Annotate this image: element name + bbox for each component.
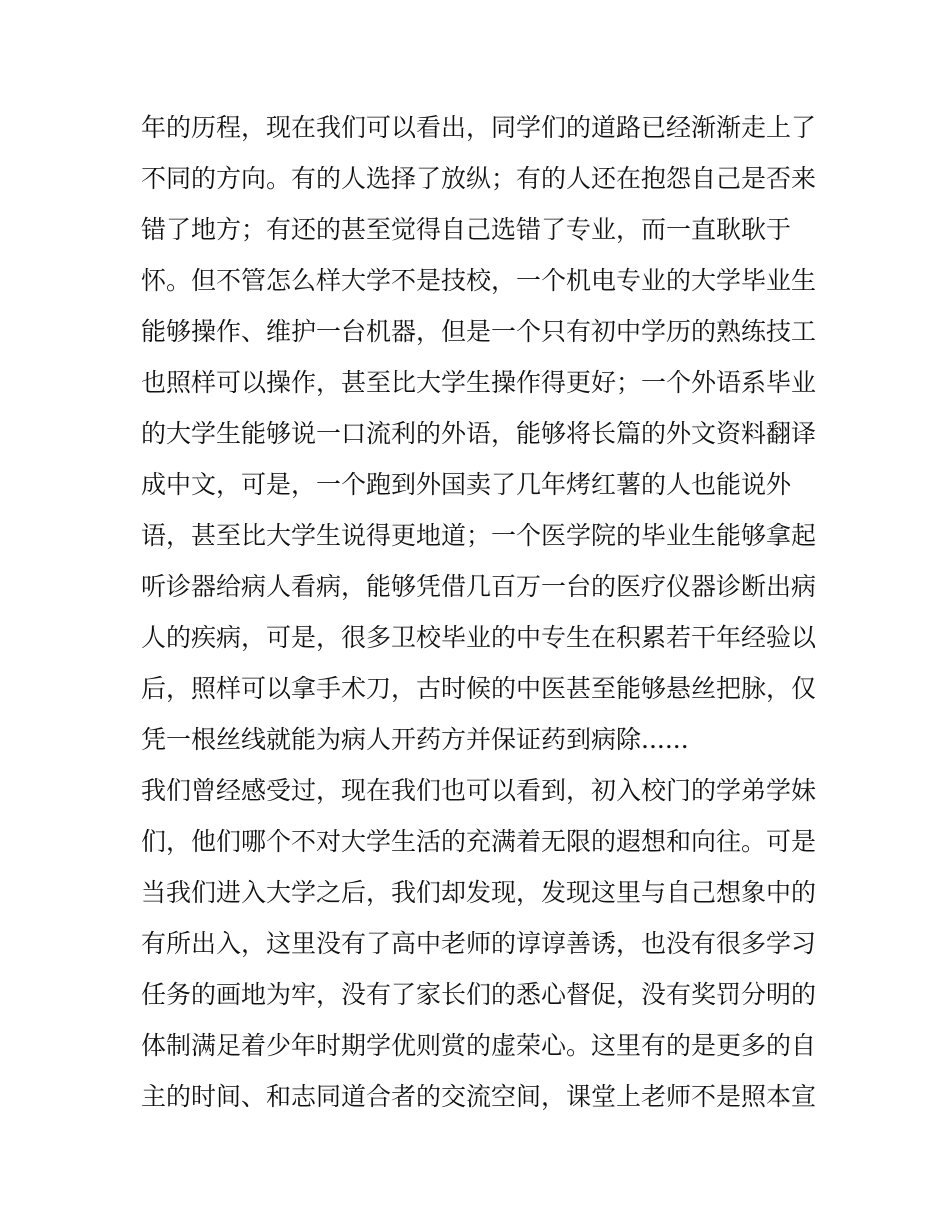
text-line: 听诊器给病人看病，能够凭借几百万一台的医疗仪器诊断出病: [141, 572, 817, 601]
text-line: 有所出入，这里没有了高中老师的谆谆善诱，也没有很多学习: [141, 929, 817, 958]
text-line: 体制满足着少年时期学优则赏的虚荣心。这里有的是更多的自: [141, 1031, 817, 1060]
text-line: 主的时间、和志同道合者的交流空间，课堂上老师不是照本宣: [141, 1082, 817, 1111]
text-line: 任务的画地为牢，没有了家长们的悉心督促，没有奖罚分明的: [141, 980, 817, 1009]
text-line: 语，甚至比大学生说得更地道；一个医学院的毕业生能够拿起: [141, 521, 817, 550]
text-line: 也照样可以操作，甚至比大学生操作得更好；一个外语系毕业: [141, 368, 817, 397]
text-line: 人的疾病，可是，很多卫校毕业的中专生在积累若干年经验以: [141, 623, 817, 652]
paragraph-start-line: 我们曾经感受过，现在我们也可以看到，初入校门的学弟学妹: [141, 776, 817, 805]
text-line: 能够操作、维护一台机器，但是一个只有初中学历的熟练技工: [141, 317, 817, 346]
text-line: 错了地方；有还的甚至觉得自己选错了专业，而一直耿耿于: [141, 215, 792, 244]
text-line: 的大学生能够说一口流利的外语，能够将长篇的外文资料翻译: [141, 419, 817, 448]
text-line: 怀。但不管怎么样大学不是技校，一个机电专业的大学毕业生: [141, 266, 817, 295]
text-line: 不同的方向。有的人选择了放纵；有的人还在抱怨自己是否来: [141, 164, 817, 193]
text-line: 凭一根丝线就能为病人开药方并保证药到病除......: [141, 725, 689, 754]
text-line: 年的历程，现在我们可以看出，同学们的道路已经渐渐走上了: [141, 113, 817, 142]
text-line: 后，照样可以拿手术刀，古时候的中医甚至能够悬丝把脉，仅: [141, 674, 817, 703]
text-line: 当我们进入大学之后，我们却发现，发现这里与自己想象中的: [141, 878, 817, 907]
text-line: 成中文，可是，一个跑到外国卖了几年烤红薯的人也能说外: [141, 470, 792, 499]
body-text: [141, 102, 821, 1122]
text-line: 们，他们哪个不对大学生活的充满着无限的遐想和向往。可是: [141, 827, 817, 856]
